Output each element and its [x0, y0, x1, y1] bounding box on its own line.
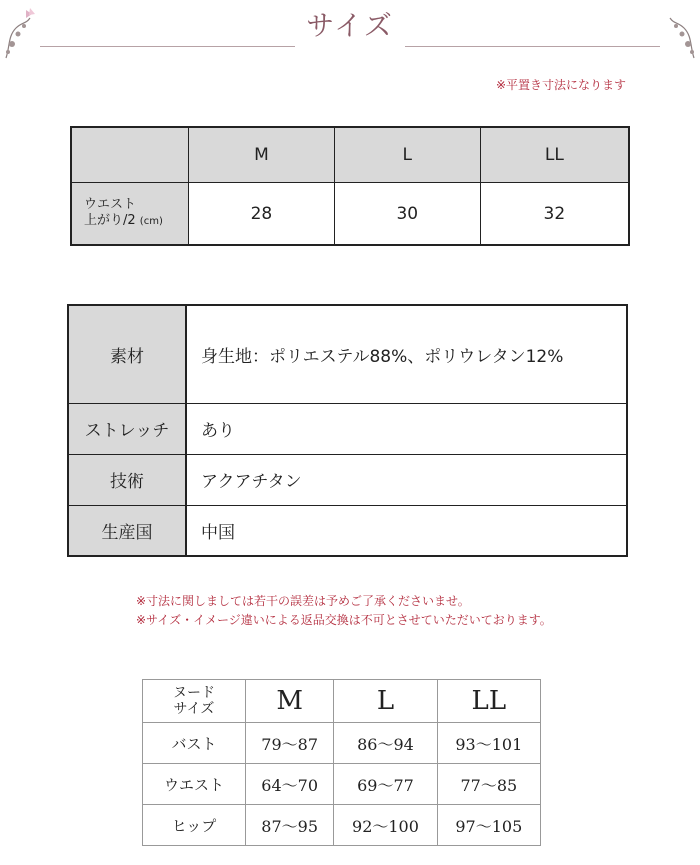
waist-label: ウエスト [143, 764, 246, 805]
technology-label: 技術 [68, 454, 186, 505]
nude-header-ll: LL [437, 680, 540, 723]
unit-label: (cm) [139, 216, 163, 227]
waist-value-ll: 32 [480, 183, 629, 246]
waist-row-label [71, 183, 189, 246]
waist-value-l: 30 [334, 183, 480, 246]
origin-value: 中国 [186, 506, 627, 556]
size-table-corner [71, 127, 189, 183]
flat-measurement-note: ※平置き寸法になります [495, 78, 626, 92]
waist-label: ウエスト [84, 197, 137, 212]
header-divider-right [405, 46, 660, 47]
stretch-label: ストレッチ [68, 404, 186, 454]
page-title: サイズ [306, 9, 394, 42]
bust-value-l: 86〜94 [334, 723, 437, 764]
technology-value: アクアチタン [186, 454, 627, 505]
waist-value-ll: 77〜85 [437, 764, 540, 805]
no-return-note: ※サイズ・イメージ違いによる返品交換は不可とさせていただいております。 [136, 613, 552, 627]
nude-label: ヌード [173, 685, 215, 701]
hip-label: ヒップ [143, 805, 246, 846]
spec-table [67, 304, 628, 557]
table-row [143, 723, 541, 764]
tolerance-note: ※寸法に関しましては若干の誤差は予めご了承くださいませ。 [136, 594, 470, 608]
nude-size-table [142, 679, 541, 846]
origin-label: 生産国 [68, 506, 186, 556]
waist-value-m: 64〜70 [246, 764, 334, 805]
size-header-m: M [189, 127, 335, 183]
stretch-value: あり [186, 404, 627, 454]
waist-sub-label: 上がり/2 [84, 213, 136, 228]
nude-header-m: M [246, 680, 334, 723]
hip-value-ll: 97〜105 [437, 805, 540, 846]
table-row [68, 404, 627, 454]
disclaimer-notes [136, 592, 552, 630]
table-row [143, 805, 541, 846]
header-divider-left [40, 46, 295, 47]
table-row [71, 183, 629, 246]
material-value: 身生地：ポリエステル88%、ポリウレタン12% [186, 305, 627, 404]
hip-value-m: 87〜95 [246, 805, 334, 846]
table-row [68, 506, 627, 556]
size-table [70, 126, 630, 246]
size-header-l: L [334, 127, 480, 183]
size-header-ll: LL [480, 127, 629, 183]
size-label: サイズ [173, 701, 215, 717]
hip-value-l: 92〜100 [334, 805, 437, 846]
material-label: 素材 [68, 305, 186, 404]
waist-value-l: 69〜77 [334, 764, 437, 805]
nude-header-l: L [334, 680, 437, 723]
table-row [68, 305, 627, 404]
bust-label: バスト [143, 723, 246, 764]
floral-ornament-icon [660, 6, 700, 60]
bust-value-m: 79〜87 [246, 723, 334, 764]
table-row [143, 764, 541, 805]
bust-value-ll: 93〜101 [437, 723, 540, 764]
nude-table-header [143, 680, 541, 723]
waist-value-m: 28 [189, 183, 335, 246]
section-header [0, 0, 700, 60]
size-table-header [71, 127, 629, 183]
table-row [68, 454, 627, 505]
nude-size-label [143, 680, 246, 723]
